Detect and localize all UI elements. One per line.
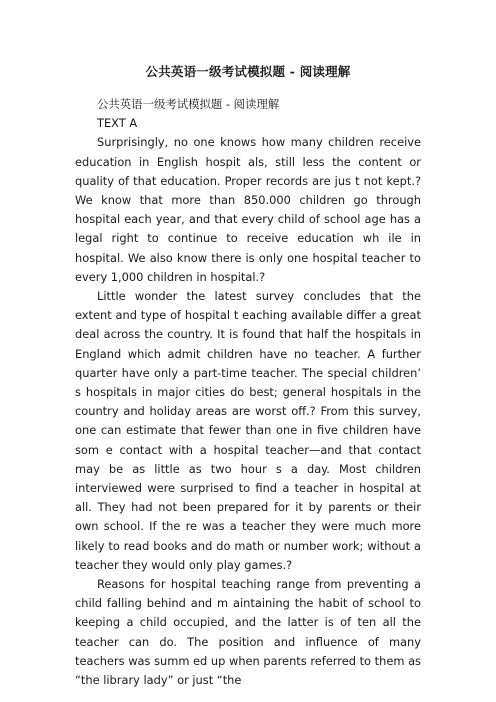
document-subtitle: 公共英语一级考试模拟题 - 阅读理解 — [97, 97, 280, 111]
paragraph-2: Little wonder the latest survey concludes that the extent and type of hospital t eaching available differ a great deal across the country. It is found that half the hospitals in England which admit children have no teacher. A further quarter have only a part-time teacher. The special children’ s hospitals in major cities do best; general hospitals in the country and holiday areas are worst off.? From this survey, one can estimate that fewer than one in five children have som e contact with a hospital teacher—and that contact may be as little as two hour s a day. Most children interviewed were surprised to find a teacher in hospital at all. They had not been prepared for it by parents or their own school. If the re was a teacher they were much more likely to read books and do math or number work; without a teacher they would only play games.? — [75, 289, 421, 572]
document-title: 公共英语一级考试模拟题 - 阅读理解 — [145, 64, 351, 79]
document-body — [75, 95, 421, 688]
paragraph-3: Reasons for hospital teaching range from preventing a child falling behind and m aintaining the habit of school to keeping a child occupied, and the latter is of ten all the teacher can do. The position and influence of many teachers was summ ed up when parents referred to them as “the library lady” or just “the — [75, 577, 421, 688]
section-label: TEXT A — [97, 116, 138, 131]
paragraph-1: Surprisingly, no one knows how many children receive education in English hospit als, still less the content or quality of that education. Proper records are jus t not kept.? We know that more than 850.000 children go through hospital each year, and that every child of school age has a legal right to continue to receive education wh ile in hospital. We also know there is only one hospital teacher to every 1,000 children in hospital.? — [75, 135, 421, 284]
